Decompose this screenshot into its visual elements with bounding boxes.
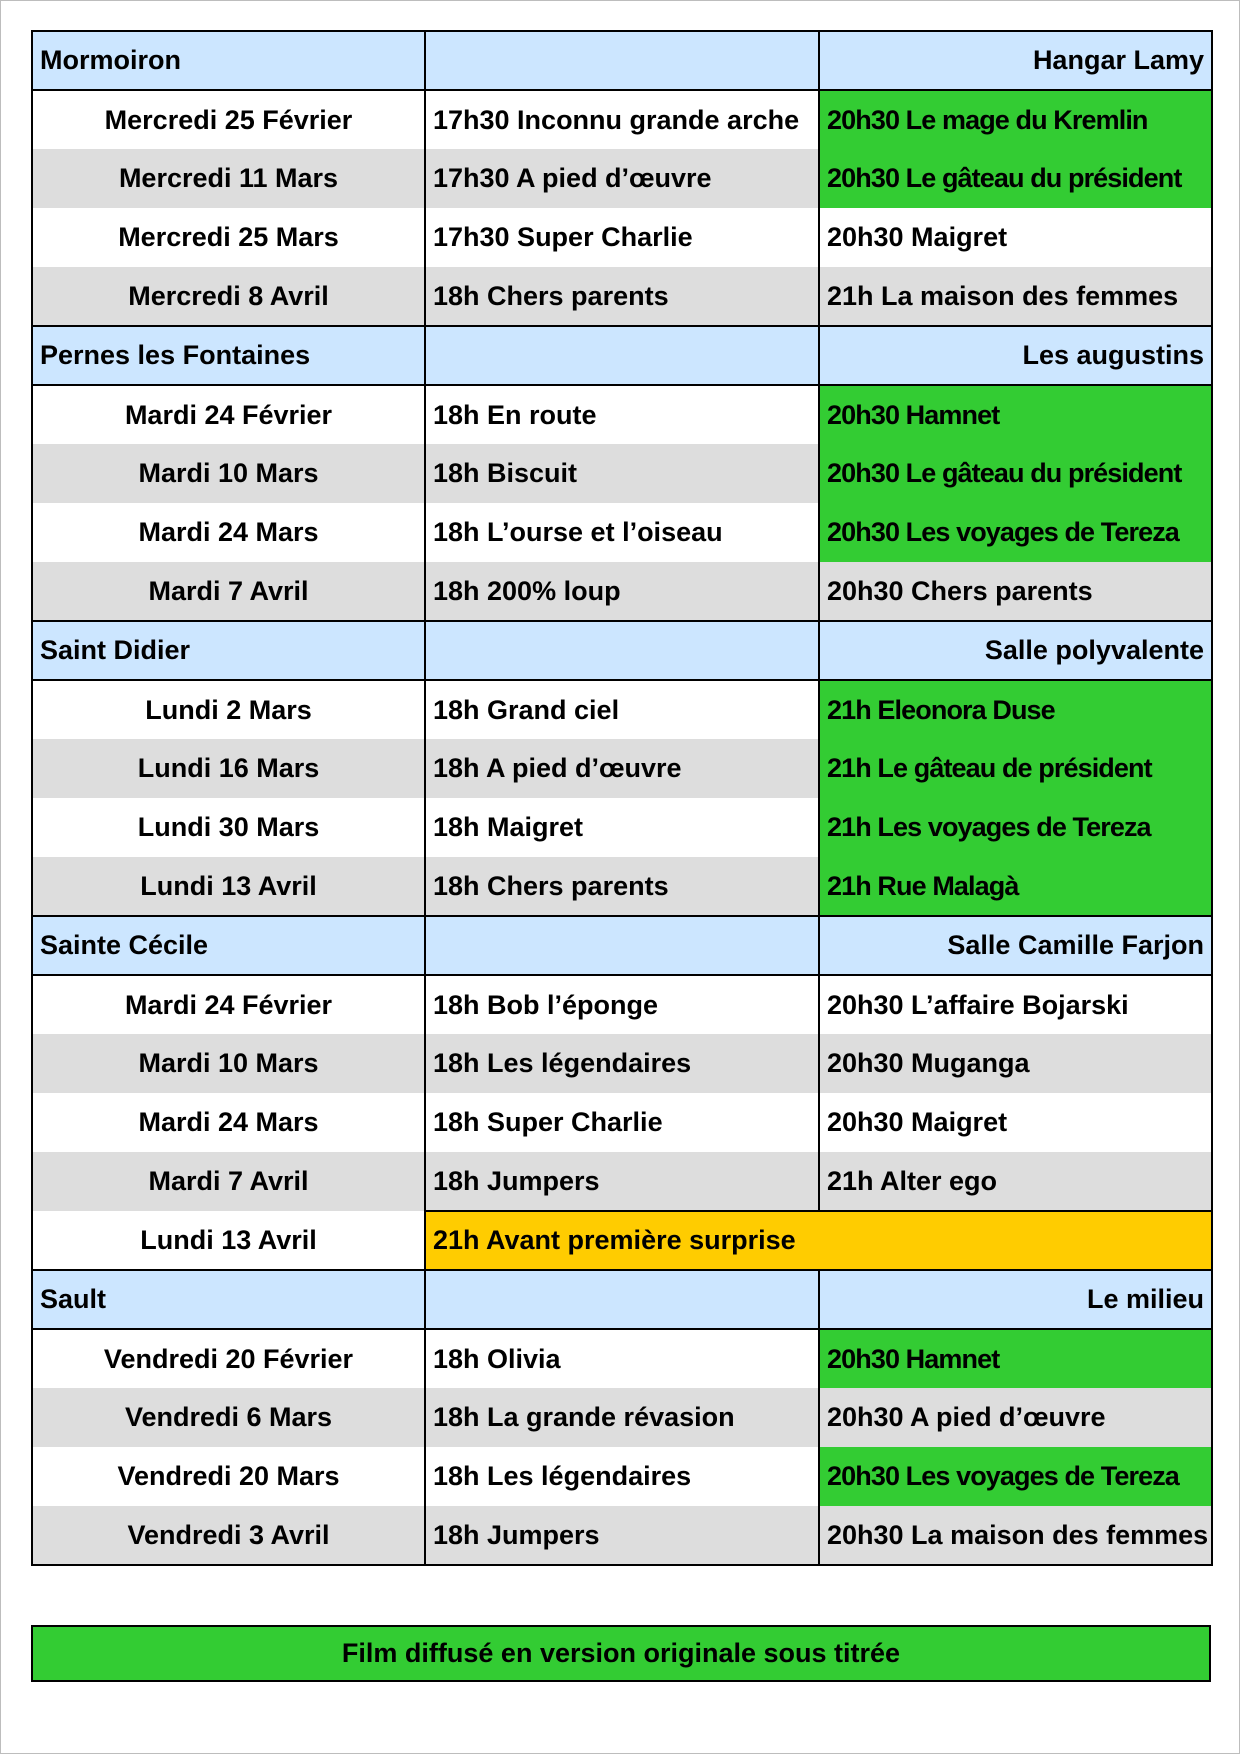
evening-screening-vo: 20h30 Le gâteau du président: [819, 444, 1212, 503]
evening-screening-vo: 21h Les voyages de Tereza: [819, 798, 1212, 857]
evening-screening-vo: 20h30 Les voyages de Tereza: [819, 503, 1212, 562]
screening-date: Vendredi 20 Février: [32, 1329, 425, 1388]
evening-screening: 20h30 Maigret: [819, 208, 1212, 267]
venue-name: Salle Camille Farjon: [819, 916, 1212, 975]
screening-date: Mardi 24 Février: [32, 975, 425, 1034]
screening-row: [32, 267, 1212, 326]
early-screening: 18h Super Charlie: [425, 1093, 819, 1152]
venue-name: Salle polyvalente: [819, 621, 1212, 680]
venue-name: Les augustins: [819, 326, 1212, 385]
town-name: Saint Didier: [32, 621, 425, 680]
screening-row: [32, 1093, 1212, 1152]
evening-screening-vo: 21h Eleonora Duse: [819, 680, 1212, 739]
screening-row: [32, 798, 1212, 857]
header-spacer: [425, 916, 819, 975]
section-header: [32, 326, 1212, 385]
screening-row: [32, 1034, 1212, 1093]
evening-screening: 21h La maison des femmes: [819, 267, 1212, 326]
screening-date: Lundi 16 Mars: [32, 739, 425, 798]
screening-row: [32, 975, 1212, 1034]
screening-row: [32, 444, 1212, 503]
screening-date: Mardi 24 Mars: [32, 1093, 425, 1152]
evening-screening-vo: 20h30 Les voyages de Tereza: [819, 1447, 1212, 1506]
early-screening: 18h Olivia: [425, 1329, 819, 1388]
section-header: [32, 916, 1212, 975]
header-spacer: [425, 31, 819, 90]
screening-row: [32, 1447, 1212, 1506]
evening-screening-vo: 20h30 Le mage du Kremlin: [819, 90, 1212, 149]
early-screening: 17h30 Super Charlie: [425, 208, 819, 267]
screening-date: Mardi 7 Avril: [32, 1152, 425, 1211]
early-screening: 18h Jumpers: [425, 1506, 819, 1565]
early-screening: 18h 200% loup: [425, 562, 819, 621]
early-screening: 17h30 Inconnu grande arche: [425, 90, 819, 149]
early-screening: 18h Grand ciel: [425, 680, 819, 739]
cinema-schedule-table: [31, 30, 1213, 1566]
evening-screening: 20h30 L’affaire Bojarski: [819, 975, 1212, 1034]
special-screening: 21h Avant première surprise: [425, 1211, 1212, 1270]
early-screening: 18h Chers parents: [425, 857, 819, 916]
early-screening: 18h Biscuit: [425, 444, 819, 503]
town-name: Pernes les Fontaines: [32, 326, 425, 385]
early-screening: 18h L’ourse et l’oiseau: [425, 503, 819, 562]
screening-date: Lundi 13 Avril: [32, 857, 425, 916]
schedule-body: [32, 31, 1212, 1565]
screening-date: Lundi 13 Avril: [32, 1211, 425, 1270]
screening-row: [32, 90, 1212, 149]
header-spacer: [425, 621, 819, 680]
town-name: Sault: [32, 1270, 425, 1329]
legend-vo: [31, 1625, 1211, 1682]
screening-row: [32, 562, 1212, 621]
screening-row: [32, 1211, 1212, 1270]
screening-row: [32, 385, 1212, 444]
early-screening: 18h Bob l’éponge: [425, 975, 819, 1034]
early-screening: 18h Jumpers: [425, 1152, 819, 1211]
evening-screening-vo: 20h30 Hamnet: [819, 385, 1212, 444]
evening-screening: 21h Alter ego: [819, 1152, 1212, 1211]
evening-screening-vo: 20h30 Hamnet: [819, 1329, 1212, 1388]
early-screening: 18h Les légendaires: [425, 1034, 819, 1093]
screening-date: Vendredi 6 Mars: [32, 1388, 425, 1447]
evening-screening: 20h30 La maison des femmes: [819, 1506, 1212, 1565]
screening-date: Mercredi 8 Avril: [32, 267, 425, 326]
screening-row: [32, 1329, 1212, 1388]
screening-date: Vendredi 3 Avril: [32, 1506, 425, 1565]
venue-name: Hangar Lamy: [819, 31, 1212, 90]
screening-row: [32, 1388, 1212, 1447]
screening-row: [32, 680, 1212, 739]
early-screening: 18h Maigret: [425, 798, 819, 857]
screening-date: Mercredi 25 Février: [32, 90, 425, 149]
screening-date: Mardi 24 Février: [32, 385, 425, 444]
screening-row: [32, 1152, 1212, 1211]
screening-date: Lundi 30 Mars: [32, 798, 425, 857]
screening-row: [32, 503, 1212, 562]
early-screening: 18h La grande révasion: [425, 1388, 819, 1447]
screening-date: Mercredi 25 Mars: [32, 208, 425, 267]
evening-screening-vo: 21h Rue Malagà: [819, 857, 1212, 916]
early-screening: 18h Les légendaires: [425, 1447, 819, 1506]
early-screening: 18h A pied d’œuvre: [425, 739, 819, 798]
header-spacer: [425, 326, 819, 385]
screening-row: [32, 1506, 1212, 1565]
evening-screening-vo: 21h Le gâteau de président: [819, 739, 1212, 798]
evening-screening: 20h30 Maigret: [819, 1093, 1212, 1152]
early-screening: 18h En route: [425, 385, 819, 444]
early-screening: 17h30 A pied d’œuvre: [425, 149, 819, 208]
evening-screening: 20h30 A pied d’œuvre: [819, 1388, 1212, 1447]
section-header: [32, 31, 1212, 90]
section-header: [32, 1270, 1212, 1329]
screening-date: Mardi 10 Mars: [32, 444, 425, 503]
early-screening: 18h Chers parents: [425, 267, 819, 326]
screening-date: Mardi 7 Avril: [32, 562, 425, 621]
town-name: Sainte Cécile: [32, 916, 425, 975]
screening-date: Mardi 10 Mars: [32, 1034, 425, 1093]
evening-screening: 20h30 Muganga: [819, 1034, 1212, 1093]
screening-row: [32, 857, 1212, 916]
screening-row: [32, 739, 1212, 798]
screening-date: Mardi 24 Mars: [32, 503, 425, 562]
evening-screening: 20h30 Chers parents: [819, 562, 1212, 621]
venue-name: Le milieu: [819, 1270, 1212, 1329]
town-name: Mormoiron: [32, 31, 425, 90]
legend-text: Film diffusé en version originale sous titrée: [341, 1638, 901, 1668]
screening-date: Mercredi 11 Mars: [32, 149, 425, 208]
screening-date: Vendredi 20 Mars: [32, 1447, 425, 1506]
section-header: [32, 621, 1212, 680]
evening-screening-vo: 20h30 Le gâteau du président: [819, 149, 1212, 208]
header-spacer: [425, 1270, 819, 1329]
screening-date: Lundi 2 Mars: [32, 680, 425, 739]
screening-row: [32, 208, 1212, 267]
screening-row: [32, 149, 1212, 208]
